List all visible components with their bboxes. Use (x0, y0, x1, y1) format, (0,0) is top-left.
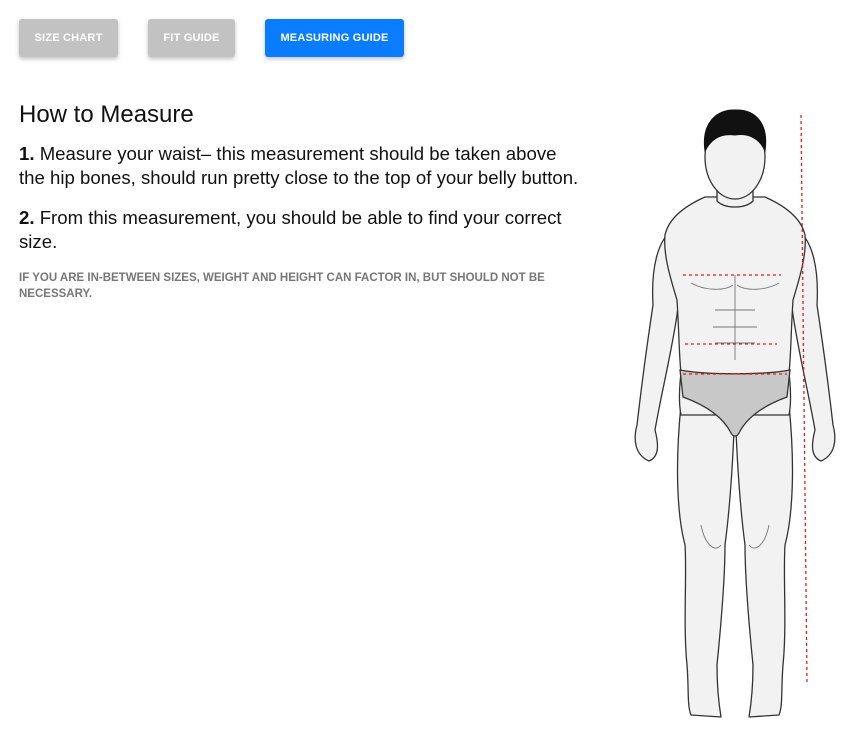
step-2-number: 2. (19, 207, 35, 228)
tab-bar (19, 19, 404, 57)
tab-measuring-guide[interactable]: MEASURING GUIDE (265, 19, 404, 57)
step-1-text: Measure your waist– this measurement should be taken above the hip bones, should run pretty close to the top of your belly button. (19, 143, 579, 188)
tab-size-chart[interactable]: SIZE CHART (19, 19, 118, 57)
sizing-note: IF YOU ARE IN-BETWEEN SIZES, WEIGHT AND HEIGHT CAN FACTOR IN, BUT SHOULD NOT BE NECESSARY. (19, 272, 545, 300)
body-measurement-figure (625, 105, 845, 730)
step-1-number: 1. (19, 143, 35, 164)
step-1 (19, 142, 579, 190)
guide-title: How to Measure (19, 101, 194, 128)
tab-fit-guide[interactable]: FIT GUIDE (148, 19, 235, 57)
step-2-text: From this measurement, you should be able to find your correct size. (19, 207, 562, 252)
measuring-guide-content (19, 100, 579, 302)
height-measure-line (801, 115, 807, 683)
step-2 (19, 206, 579, 254)
